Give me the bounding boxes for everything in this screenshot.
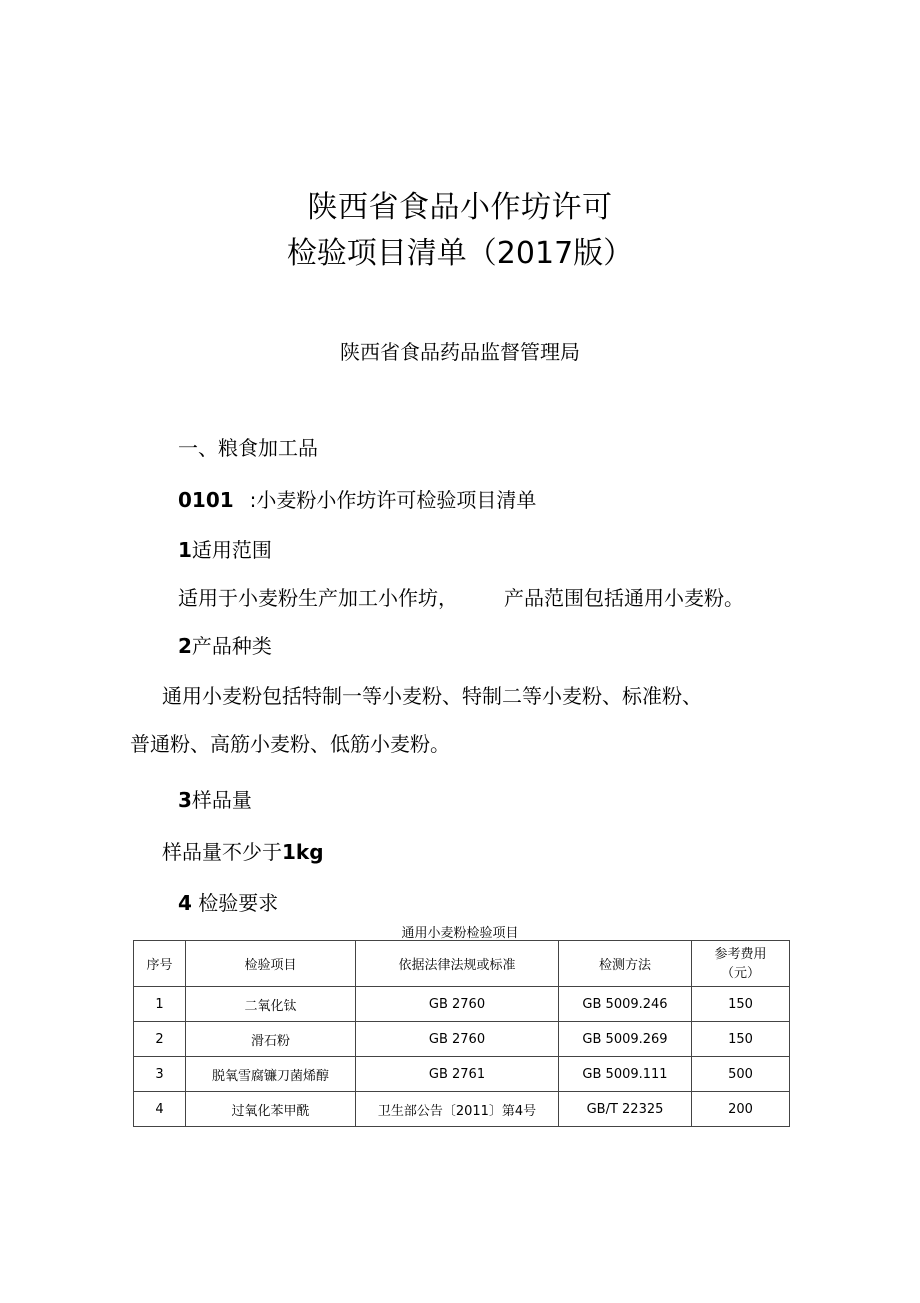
cell-standard: GB 2760 bbox=[356, 1022, 559, 1057]
inspection-title: 检验要求 bbox=[191, 891, 279, 915]
sample-amount: 1kg bbox=[282, 840, 324, 864]
cell-fee: 200 bbox=[692, 1092, 790, 1127]
section-heading: 一、粮食加工品 bbox=[178, 436, 318, 460]
product-types-number: 2 bbox=[178, 634, 192, 658]
cell-standard: GB 2761 bbox=[356, 1057, 559, 1092]
cell-fee: 150 bbox=[692, 987, 790, 1022]
inspection-heading bbox=[178, 887, 278, 916]
cell-item: 滑石粉 bbox=[186, 1022, 356, 1057]
cell-seq: 3 bbox=[134, 1057, 186, 1092]
cell-method: GB 5009.269 bbox=[559, 1022, 692, 1057]
table-row bbox=[134, 987, 790, 1022]
scope-heading bbox=[178, 534, 272, 563]
cell-item: 脱氧雪腐镰刀菌烯醇 bbox=[186, 1057, 356, 1092]
cell-item: 过氧化苯甲酰 bbox=[186, 1092, 356, 1127]
inspection-number: 4 bbox=[178, 891, 192, 915]
cell-seq: 1 bbox=[134, 987, 186, 1022]
document-title-line2: 检验项目清单（2017版） bbox=[286, 236, 634, 271]
table-row bbox=[134, 1092, 790, 1127]
cell-seq: 4 bbox=[134, 1092, 186, 1127]
cell-fee: 150 bbox=[692, 1022, 790, 1057]
header-fee-line1: 参考费用 bbox=[714, 946, 767, 962]
scope-title: 适用范围 bbox=[191, 538, 272, 562]
scope-text-part2: 产品范围包括通用小麦粉。 bbox=[504, 586, 744, 610]
table-row bbox=[134, 1022, 790, 1057]
subsection-heading bbox=[178, 484, 536, 513]
cell-seq: 2 bbox=[134, 1022, 186, 1057]
sample-heading bbox=[178, 784, 252, 813]
cell-fee: 500 bbox=[692, 1057, 790, 1092]
header-fee bbox=[692, 941, 790, 987]
product-types-heading bbox=[178, 630, 272, 659]
header-fee-line2: （元） bbox=[720, 965, 760, 981]
table-caption: 通用小麦粉检验项目 bbox=[401, 926, 519, 941]
inspection-items-table bbox=[133, 940, 790, 1127]
product-types-title: 产品种类 bbox=[191, 634, 272, 658]
scope-number: 1 bbox=[178, 538, 192, 562]
scope-paragraph bbox=[178, 582, 744, 611]
sample-title: 样品量 bbox=[191, 788, 252, 812]
subsection-title: :小麦粉小作坊许可检验项目清单 bbox=[249, 488, 537, 512]
cell-item: 二氧化钛 bbox=[186, 987, 356, 1022]
cell-standard: 卫生部公告〔2011〕第4号 bbox=[356, 1092, 559, 1127]
cell-standard: GB 2760 bbox=[356, 987, 559, 1022]
cell-method: GB 5009.111 bbox=[559, 1057, 692, 1092]
cell-method: GB 5009.246 bbox=[559, 987, 692, 1022]
header-item: 检验项目 bbox=[186, 941, 356, 987]
sample-prefix: 样品量不少于 bbox=[162, 840, 282, 864]
subsection-code: 0101 bbox=[178, 488, 234, 512]
sample-number: 3 bbox=[178, 788, 192, 812]
sample-paragraph bbox=[162, 836, 324, 865]
table-row bbox=[134, 1057, 790, 1092]
product-types-line2: 普通粉、高筋小麦粉、低筋小麦粉。 bbox=[130, 732, 450, 756]
document-title-line1: 陕西省食品小作坊许可 bbox=[307, 190, 613, 225]
table-header-row bbox=[134, 941, 790, 987]
header-standard: 依据法律法规或标准 bbox=[356, 941, 559, 987]
scope-text-part1: 适用于小麦粉生产加工小作坊， bbox=[178, 586, 458, 610]
header-method: 检测方法 bbox=[559, 941, 692, 987]
header-seq: 序号 bbox=[134, 941, 186, 987]
issuing-authority: 陕西省食品药品监督管理局 bbox=[340, 340, 580, 364]
cell-method: GB/T 22325 bbox=[559, 1092, 692, 1127]
product-types-line1: 通用小麦粉包括特制一等小麦粉、特制二等小麦粉、标准粉、 bbox=[162, 684, 702, 708]
